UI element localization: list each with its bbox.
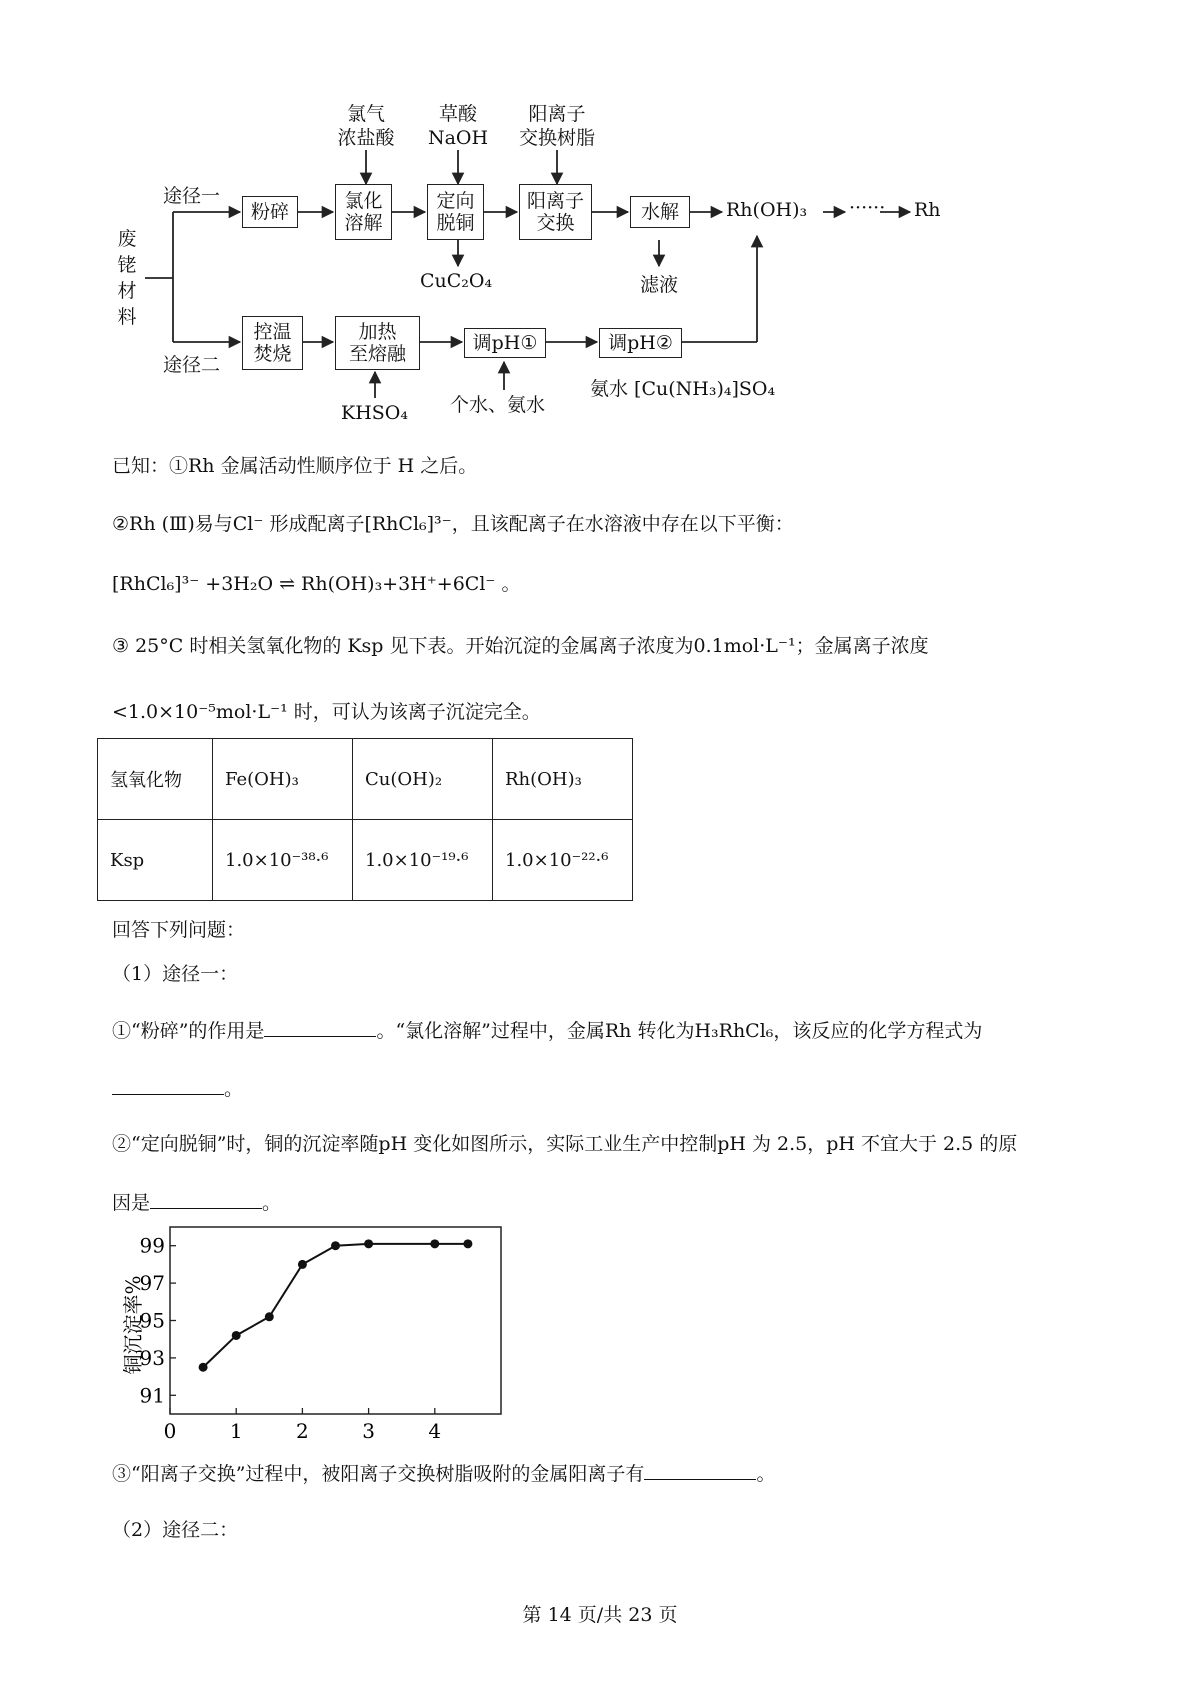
y-axis-label: 铜沉淀率% xyxy=(121,1275,145,1375)
answer-blank[interactable] xyxy=(112,1076,224,1095)
x-tick-label: 0 xyxy=(163,1419,177,1443)
questions-intro: 回答下列问题： xyxy=(112,919,246,941)
data-point xyxy=(463,1239,472,1248)
table-cell: 1.0×10⁻³⁸·⁶ xyxy=(213,820,353,901)
source-material: 废铑材料 xyxy=(117,228,137,328)
table-row xyxy=(98,739,633,820)
q1c-text: ③“阳离子交换”过程中，被阳离子交换树脂吸附的金属阳离子有 xyxy=(112,1463,645,1485)
series-line xyxy=(203,1244,468,1367)
data-point xyxy=(331,1241,340,1250)
x-tick-label: 4 xyxy=(428,1419,442,1443)
step-roast: 控温 焚烧 xyxy=(242,316,303,370)
plot-frame xyxy=(170,1227,501,1414)
answer-blank[interactable] xyxy=(644,1461,756,1480)
q1a-text-1: ①“粉碎”的作用是 xyxy=(112,1020,265,1042)
q1c-end: 。 xyxy=(756,1463,776,1485)
table-cell: Fe(OH)₃ xyxy=(213,739,353,820)
flow-dots: ······ xyxy=(849,197,886,219)
reagent-water-ammonia: 个水、氨水 xyxy=(450,394,546,416)
known-line-2: ②Rh (Ⅲ)易与Cl⁻ 形成配离子[RhCl₆]³⁻，且该配离子在水溶液中存在以下平衡： xyxy=(112,513,794,535)
data-point xyxy=(430,1239,439,1248)
reagent-chlorine-hcl: 氯气 浓盐酸 xyxy=(337,103,395,149)
x-tick-label: 2 xyxy=(296,1419,309,1443)
known-line-3: ③ 25°C 时相关氢氧化物的 Ksp 见下表。开始沉淀的金属离子浓度为0.1mol·L⁻¹；金属离子浓度 xyxy=(112,635,929,657)
page-footer: 第 14 页/共 23 页 xyxy=(522,1604,678,1626)
ksp-table xyxy=(97,738,633,901)
table-cell: 1.0×10⁻²²·⁶ xyxy=(493,820,633,901)
table-cell: Ksp xyxy=(98,820,213,901)
q1b-text: 因是 xyxy=(112,1192,151,1214)
step-melt: 加热 至熔融 xyxy=(335,316,420,370)
q1a-text-2: 。“氯化溶解”过程中，金属Rh 转化为H₃RhCl₆，该反应的化学方程式为 xyxy=(376,1020,983,1042)
q1a-end: 。 xyxy=(224,1078,244,1100)
equilibrium-equation: [RhCl₆]³⁻ +3H₂O ⇌ Rh(OH)₃+3H⁺+6Cl⁻ 。 xyxy=(112,573,521,595)
reagent-khso4: KHSO₄ xyxy=(341,402,408,424)
copper-precipitation-chart xyxy=(100,1215,520,1445)
reagent-ammonia-complex: 氨水 [Cu(NH₃)₄]SO₄ xyxy=(590,378,776,400)
q1b-line-1: ②“定向脱铜”时，铜的沉淀率随pH 变化如图所示，实际工业生产中控制pH 为 2.5，pH 不宜大于 2.5 的原 xyxy=(112,1133,1018,1155)
q1b-end: 。 xyxy=(262,1192,282,1214)
reagent-resin: 阳离子 交换树脂 xyxy=(518,103,595,149)
product-rhoh3: Rh(OH)₃ xyxy=(726,199,808,221)
table-row xyxy=(98,820,633,901)
table-cell: 1.0×10⁻¹⁹·⁶ xyxy=(353,820,493,901)
y-tick-label: 97 xyxy=(139,1271,165,1296)
q1b-line-2 xyxy=(112,1190,281,1215)
x-tick-label: 1 xyxy=(229,1419,243,1443)
answer-blank[interactable] xyxy=(150,1190,262,1209)
step-crush: 粉碎 xyxy=(242,196,298,228)
known-line-1: 已知：①Rh 金属活动性顺序位于 H 之后。 xyxy=(112,455,478,477)
y-tick-label: 99 xyxy=(139,1233,165,1258)
data-point xyxy=(298,1260,307,1269)
q1c-line xyxy=(112,1461,775,1486)
step-adjust-ph2: 调pH② xyxy=(599,328,682,358)
q2-heading: （2）途径二： xyxy=(112,1519,239,1541)
q1a-line xyxy=(112,1018,982,1043)
byproduct-filtrate: 滤液 xyxy=(640,274,679,296)
step-adjust-ph1: 调pH① xyxy=(464,328,546,358)
data-point xyxy=(364,1239,373,1248)
y-tick-label: 95 xyxy=(139,1308,165,1333)
route2-label: 途径二 xyxy=(163,354,221,376)
route1-label: 途径一 xyxy=(163,185,221,207)
data-point xyxy=(199,1363,208,1372)
x-tick-label: 3 xyxy=(362,1419,375,1443)
table-cell: 氢氧化物 xyxy=(98,739,213,820)
y-tick-label: 93 xyxy=(139,1345,165,1370)
q1-heading: （1）途径一： xyxy=(112,963,239,985)
step-decopper: 定向 脱铜 xyxy=(427,184,484,240)
step-cation-exchange: 阳离子 交换 xyxy=(519,184,592,240)
byproduct-cuc2o4: CuC₂O₄ xyxy=(420,270,493,292)
reagent-oxalic-naoh: 草酸 NaOH xyxy=(427,103,489,149)
answer-blank[interactable] xyxy=(264,1018,376,1037)
data-point xyxy=(232,1331,241,1340)
final-rh: Rh xyxy=(914,199,941,221)
step-hydrolysis: 水解 xyxy=(630,196,690,228)
known-line-4: <1.0×10⁻⁵mol·L⁻¹ 时，可认为该离子沉淀完全。 xyxy=(112,701,541,723)
table-cell: Rh(OH)₃ xyxy=(493,739,633,820)
q1a-line-2 xyxy=(112,1076,243,1101)
data-point xyxy=(265,1312,274,1321)
y-tick-label: 91 xyxy=(139,1383,165,1408)
step-chlorination: 氯化 溶解 xyxy=(335,184,392,240)
table-cell: Cu(OH)₂ xyxy=(353,739,493,820)
